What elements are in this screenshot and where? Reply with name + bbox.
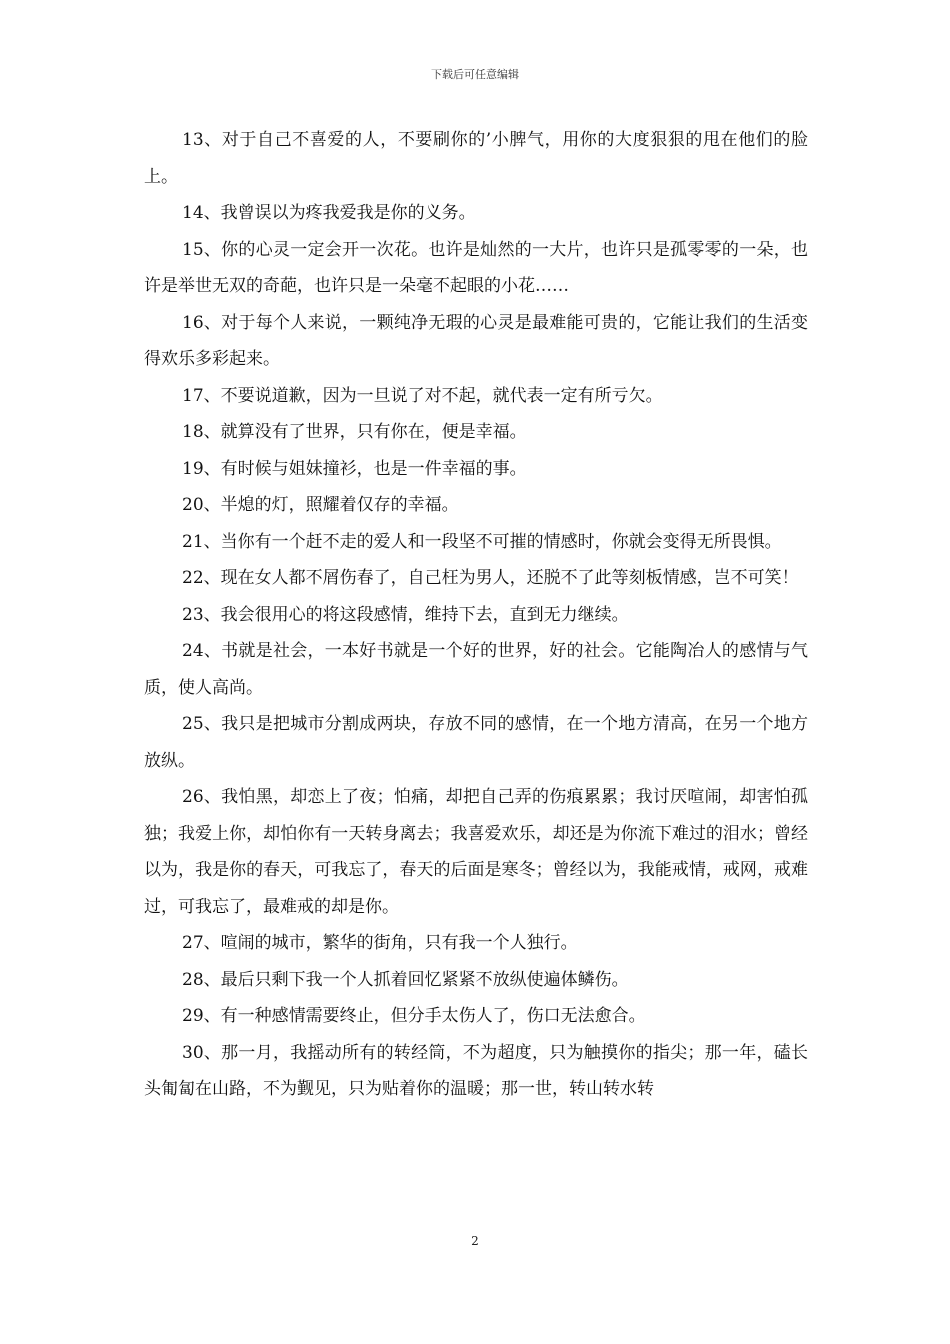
paragraph-24: 24、书就是社会，一本好书就是一个好的世界，好的社会。它能陶冶人的感情与气质，使人高尚。 <box>144 641 808 698</box>
paragraph-13: 13、对于自己不喜爱的人，不要刷你的’小脾气，用你的大度狠狠的甩在他们的脸上。 <box>144 130 808 187</box>
paragraph-27: 27、喧闹的城市，繁华的街角，只有我一个人独行。 <box>182 933 578 953</box>
paragraph-17: 17、不要说道歉，因为一旦说了对不起，就代表一定有所亏欠。 <box>182 385 663 406</box>
page-number: 2 <box>471 1234 479 1248</box>
paragraph-19: 19、有时候与姐妹撞衫，也是一件幸福的事。 <box>182 458 527 479</box>
paragraph-26: 26、我怕黑，却恋上了夜；怕痛，却把自己弄的伤痕累累；我讨厌喧闹，却害怕孤独；我爱上你，却怕你有一天转身离去；我喜爱欢乐，却还是为你流下难过的泪水；曾经以为，我是你的春天，可我忘了，春天的后面是寒冬；曾经以为，我能戒情，戒网，戒难过，可我忘了，最难戒的却是你。 <box>144 787 808 917</box>
paragraph-22: 22、现在女人都不屑伤春了，自己枉为男人，还脱不了此等刻板情感，岂不可笑！ <box>182 568 799 588</box>
document-body <box>144 122 808 1108</box>
paragraph-18: 18、就算没有了世界，只有你在，便是幸福。 <box>182 422 527 442</box>
page-header: 下载后可任意编辑 <box>431 68 519 81</box>
paragraph-28: 28、最后只剩下我一个人抓着回忆紧紧不放纵使遍体鳞伤。 <box>182 969 629 990</box>
paragraph-25: 25、我只是把城市分割成两块，存放不同的感情，在一个地方清高，在另一个地方放纵。 <box>144 714 808 771</box>
paragraph-20: 20、半熄的灯，照耀着仅存的幸福。 <box>182 495 459 515</box>
paragraph-23: 23、我会很用心的将这段感情，维持下去，直到无力继续。 <box>182 604 629 625</box>
paragraph-15: 15、你的心灵一定会开一次花。也许是灿然的一大片，也许只是孤零零的一朵，也许是举世无双的奇葩，也许只是一朵毫不起眼的小花…… <box>144 239 808 296</box>
paragraph-16: 16、对于每个人来说，一颗纯净无瑕的心灵是最难能可贵的，它能让我们的生活变得欢乐多彩起来。 <box>144 312 808 369</box>
paragraph-30: 30、那一月，我摇动所有的转经筒，不为超度，只为触摸你的指尖；那一年，磕长头匍匐在山路，不为觐见，只为贴着你的温暖；那一世，转山转水转 <box>144 1042 808 1099</box>
paragraph-21: 21、当你有一个赶不走的爱人和一段坚不可摧的情感时，你就会变得无所畏惧。 <box>182 531 782 552</box>
paragraph-29: 29、有一种感情需要终止，但分手太伤人了，伤口无法愈合。 <box>182 1006 646 1026</box>
paragraph-14: 14、我曾误以为疼我爱我是你的义务。 <box>182 203 476 223</box>
